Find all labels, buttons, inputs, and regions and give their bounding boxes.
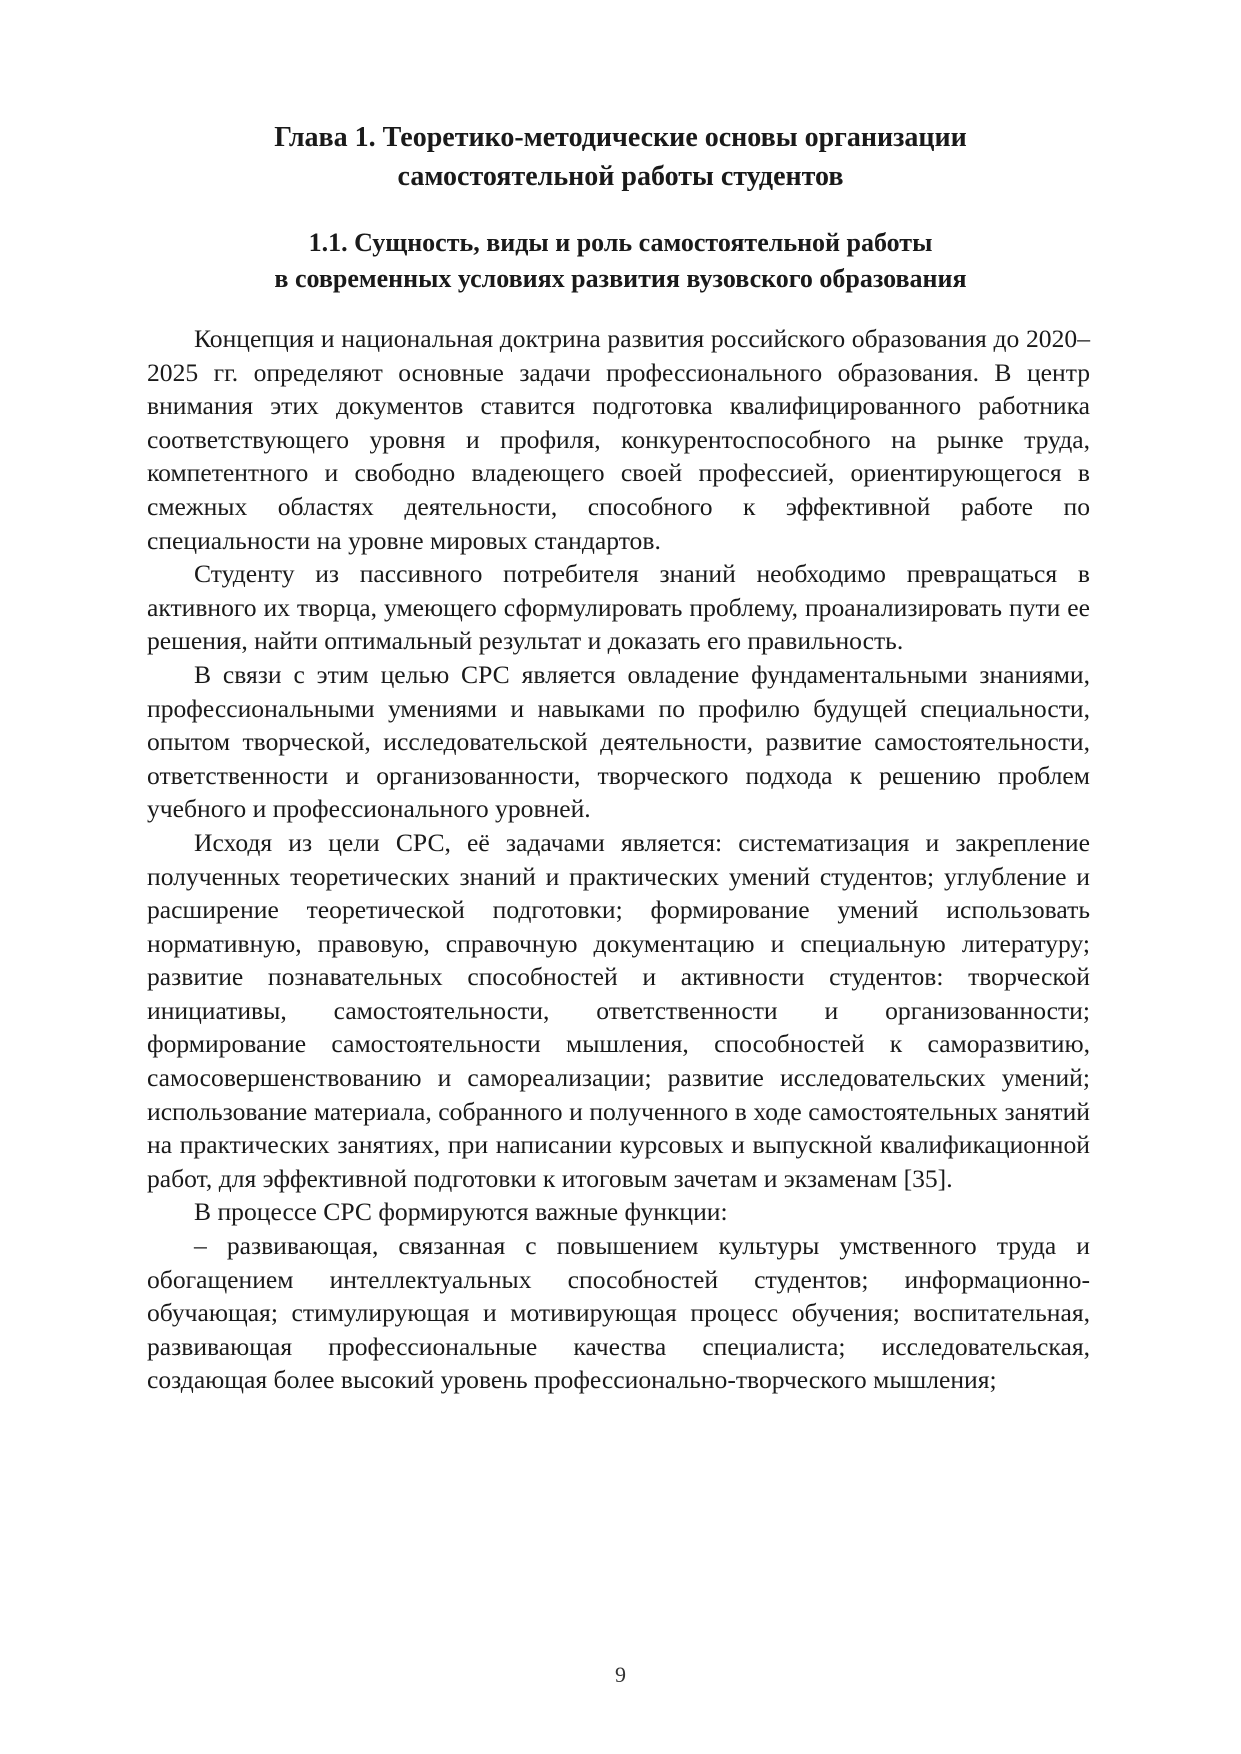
body-text — [147, 322, 1090, 1397]
paragraph-functions-intro: В процессе СРС формируются важные функции: — [194, 1197, 728, 1227]
section-title-line-2: в современных условиях развития вузовского образования — [274, 264, 967, 293]
page-number: 9 — [615, 1662, 626, 1687]
paragraph-tasks: Исходя из цели СРС, её задачами является: систематизация и закрепление полученных теоретических знаний и практических умений студентов; углубление и расширение теоретической подготовки; формирование умений использовать нормативную, правовую, справочную документацию и специальную литературу; развитие познавательных способностей и активности студентов: творческой инициативы, самостоятельности, ответственности и организованности; формирование самостоятельности мышления, способностей к саморазвитию, самосовершенствованию и самореализации; развитие исследовательских умений; использование материала, собранного и полученного в ходе самостоятельных занятий на практических занятиях, при написании курсовых и выпускной квалификационной работ, для эффективной подготовки к итоговым зачетам и экзаменам [35]. — [147, 827, 1090, 1193]
paragraph-goal: В связи с этим целью СРС является овладение фундаментальными знаниями, профессиональными умениями и навыками по профилю будущей специальности, опытом творческой, исследовательской деятельности, развитие самостоятельности, ответственности и организованности, творческого подхода к решению проблем учебного и профессионального уровней. — [147, 659, 1090, 824]
chapter-title-line-1: Глава 1. Теоретико-методические основы организации — [274, 122, 967, 153]
paragraph-concept: Концепция и национальная доктрина развития российского образования до 2020–2025 гг. определяют основные задачи профессионального образования. В центр внимания этих документов ставится подготовка квалифицированного работника соответствующего уровня и профиля, конкурентоспособного на рынке труда, компетентного и свободно владеющего своей профессией, ориентирующегося в смежных областях деятельности, способного к эффективной работе по специальности на уровне мировых стандартов. — [147, 324, 1090, 555]
chapter-title-line-2: самостоятельной работы студентов — [397, 161, 844, 192]
chapter-title — [0, 118, 1241, 196]
paragraph-functions-list: – развивающая, связанная с повышением культуры умственного труда и обогащением интеллектуальных способностей студентов; информационно-обучающая; стимулирующая и мотивирующая процесс обучения; воспитательная, развивающая профессиональные качества специалиста; исследовательская, создающая более высокий уровень профессионально-творческого мышления; — [147, 1231, 1090, 1395]
section-title-line-1: 1.1. Сущность, виды и роль самостоятельной работы — [308, 228, 933, 257]
section-title — [0, 225, 1241, 297]
paragraph-student: Студенту из пассивного потребителя знаний необходимо превращаться в активного их творца, умеющего сформулировать проблему, проанализировать пути ее решения, найти оптимальный результат и доказать его правильность. — [147, 559, 1090, 656]
